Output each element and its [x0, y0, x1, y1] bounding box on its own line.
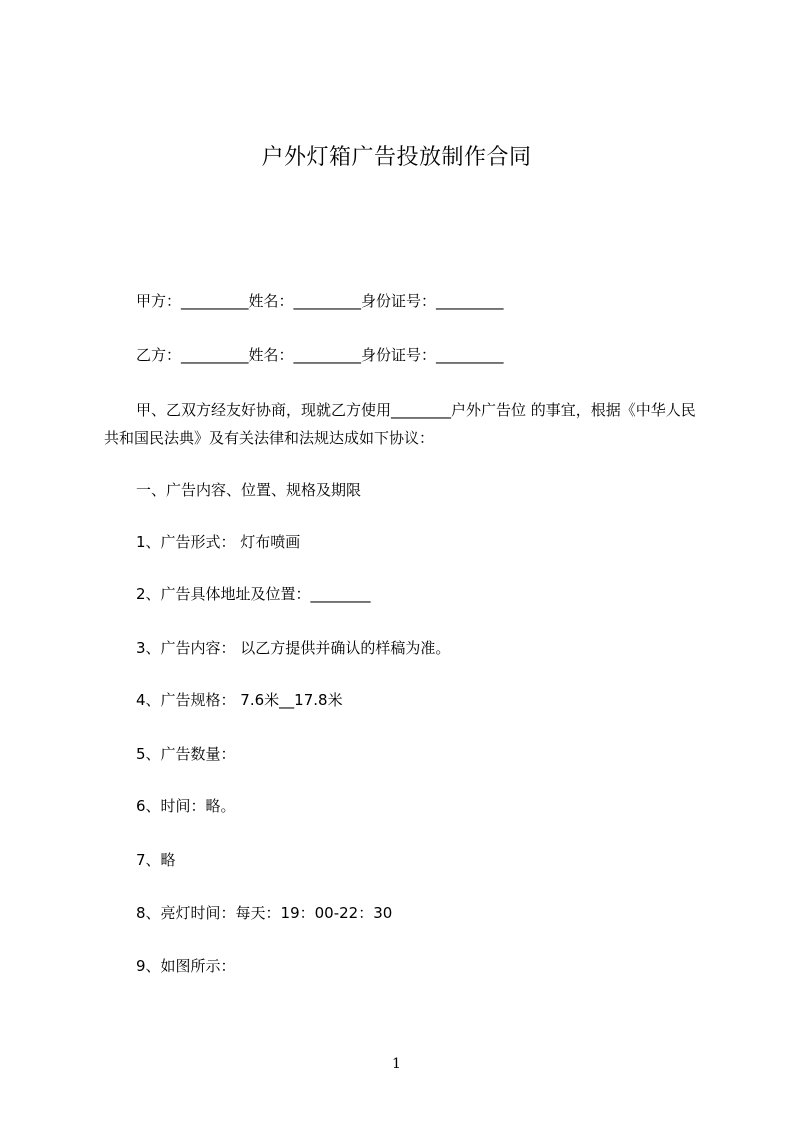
- clause-item-5: 5、广告数量：: [136, 745, 236, 763]
- clause-item-2: 2、广告具体地址及位置：________: [136, 585, 371, 603]
- party-a-line: 甲方：_________姓名：_________身份证号：_________: [136, 292, 504, 310]
- clause-item-7: 7、略: [136, 851, 176, 869]
- clause-item-8: 8、亮灯时间：每天：19：00-22：30: [136, 904, 393, 922]
- document-title: 户外灯箱广告投放制作合同: [261, 145, 532, 170]
- clause-item-4: 4、广告规格： 7.6米__17.8米: [136, 691, 343, 709]
- page-number: 1: [392, 1056, 401, 1072]
- clause-item-6: 6、时间：略。: [136, 797, 236, 815]
- section-1-heading: 一、广告内容、位置、规格及期限: [136, 481, 362, 499]
- party-b-line: 乙方：_________姓名：_________身份证号：_________: [136, 346, 504, 364]
- clause-item-3: 3、广告内容： 以乙方提供并确认的样稿为准。: [136, 639, 451, 657]
- clause-item-9: 9、如图所示：: [136, 957, 236, 975]
- intro-paragraph: 甲、乙双方经友好协商，现就乙方使用________户外广告位 的事宜，根据《中华人民共和国民法典》及有关法律和法规达成如下协议：: [104, 401, 696, 447]
- clause-item-1: 1、广告形式： 灯布喷画: [136, 533, 301, 551]
